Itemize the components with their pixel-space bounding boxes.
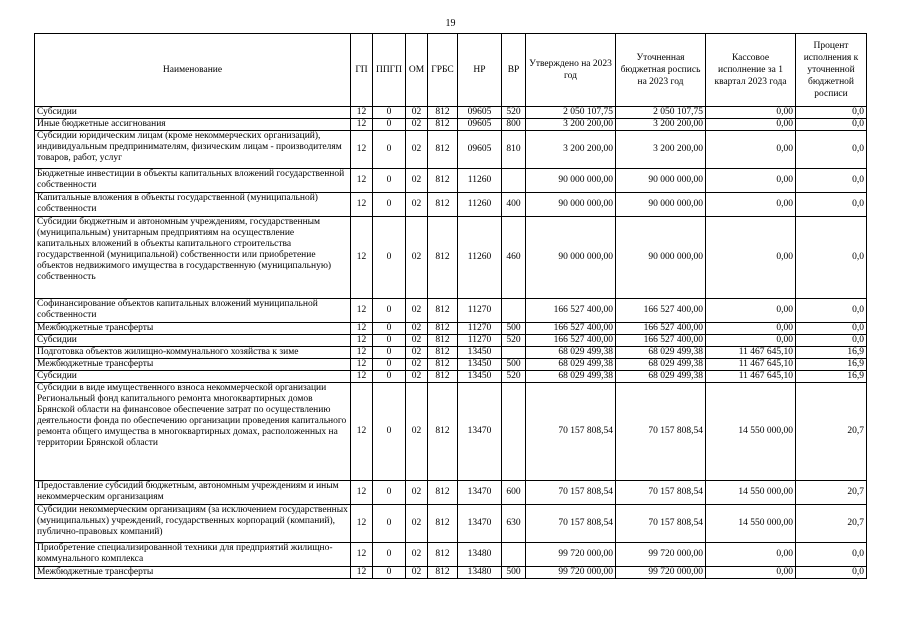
table-row — [35, 107, 867, 119]
cell-np: 13450 — [458, 347, 502, 359]
cell-cash: 11 467 645,10 — [706, 359, 796, 371]
cell-ppgp: 0 — [373, 567, 406, 579]
cell-percent: 16,9 — [796, 371, 867, 383]
cell-approved: 68 029 499,38 — [526, 359, 616, 371]
table-row — [35, 323, 867, 335]
cell-gp: 12 — [351, 217, 373, 299]
cell-refined: 3 200 200,00 — [616, 119, 706, 131]
cell-vr: 500 — [502, 567, 526, 579]
cell-om: 02 — [406, 323, 428, 335]
header-grbs: ГРБС — [428, 34, 458, 107]
cell-gp: 12 — [351, 131, 373, 169]
cell-vr — [502, 383, 526, 481]
cell-approved: 70 157 808,54 — [526, 481, 616, 505]
cell-percent: 0,0 — [796, 217, 867, 299]
cell-ppgp: 0 — [373, 481, 406, 505]
cell-grbs: 812 — [428, 383, 458, 481]
cell-om: 02 — [406, 383, 428, 481]
cell-cash: 0,00 — [706, 169, 796, 193]
cell-percent: 20,7 — [796, 383, 867, 481]
header-cash: Кассовое исполнение за 1 квартал 2023 года — [706, 34, 796, 107]
cell-percent: 0,0 — [796, 107, 867, 119]
cell-om: 02 — [406, 217, 428, 299]
cell-approved: 166 527 400,00 — [526, 335, 616, 347]
cell-vr: 630 — [502, 505, 526, 543]
table-header-row — [35, 34, 867, 107]
header-gp: ГП — [351, 34, 373, 107]
cell-percent: 16,9 — [796, 359, 867, 371]
cell-np: 11260 — [458, 217, 502, 299]
cell-gp: 12 — [351, 481, 373, 505]
header-om: ОМ — [406, 34, 428, 107]
cell-cash: 11 467 645,10 — [706, 371, 796, 383]
cell-percent: 20,7 — [796, 481, 867, 505]
cell-cash: 0,00 — [706, 107, 796, 119]
cell-name: Приобретение специализированной техники для предприятий жилищно-коммунального комплекса — [35, 543, 351, 567]
table-row — [35, 131, 867, 169]
cell-approved: 3 200 200,00 — [526, 119, 616, 131]
cell-refined: 70 157 808,54 — [616, 383, 706, 481]
cell-name: Иные бюджетные ассигнования — [35, 119, 351, 131]
cell-approved: 2 050 107,75 — [526, 107, 616, 119]
cell-name: Субсидии юридическим лицам (кроме некоммерческих организаций), индивидуальным предпринимателям, физическим лицам - производителям товаров, работ, услуг — [35, 131, 351, 169]
cell-approved: 90 000 000,00 — [526, 217, 616, 299]
cell-grbs: 812 — [428, 107, 458, 119]
table-row — [35, 505, 867, 543]
cell-gp: 12 — [351, 383, 373, 481]
cell-np: 09605 — [458, 131, 502, 169]
cell-name: Субсидии — [35, 335, 351, 347]
cell-name: Субсидии некоммерческим организациям (за исключением государственных (муниципальных) учреждений, государственных корпораций (компаний), публично-правовых компаний) — [35, 505, 351, 543]
cell-name: Капитальные вложения в объекты государственной (муниципальной) собственности — [35, 193, 351, 217]
cell-grbs: 812 — [428, 217, 458, 299]
cell-om: 02 — [406, 359, 428, 371]
table-row — [35, 371, 867, 383]
header-percent: Процент исполнения к уточненной бюджетной росписи — [796, 34, 867, 107]
cell-om: 02 — [406, 193, 428, 217]
cell-np: 11270 — [458, 299, 502, 323]
cell-vr — [502, 299, 526, 323]
table-row — [35, 359, 867, 371]
cell-gp: 12 — [351, 371, 373, 383]
header-ppgp: ППГП — [373, 34, 406, 107]
cell-percent: 0,0 — [796, 169, 867, 193]
cell-approved: 70 157 808,54 — [526, 505, 616, 543]
cell-refined: 2 050 107,75 — [616, 107, 706, 119]
cell-grbs: 812 — [428, 543, 458, 567]
cell-gp: 12 — [351, 505, 373, 543]
cell-ppgp: 0 — [373, 131, 406, 169]
cell-name: Межбюджетные трансферты — [35, 567, 351, 579]
cell-refined: 99 720 000,00 — [616, 567, 706, 579]
cell-approved: 99 720 000,00 — [526, 543, 616, 567]
cell-name: Подготовка объектов жилищно-коммунального хозяйства к зиме — [35, 347, 351, 359]
table-row — [35, 481, 867, 505]
cell-grbs: 812 — [428, 131, 458, 169]
cell-om: 02 — [406, 107, 428, 119]
cell-refined: 90 000 000,00 — [616, 193, 706, 217]
cell-approved: 166 527 400,00 — [526, 323, 616, 335]
cell-approved: 99 720 000,00 — [526, 567, 616, 579]
cell-percent: 0,0 — [796, 543, 867, 567]
table-row — [35, 299, 867, 323]
cell-om: 02 — [406, 371, 428, 383]
cell-cash: 0,00 — [706, 543, 796, 567]
cell-refined: 166 527 400,00 — [616, 299, 706, 323]
cell-vr — [502, 169, 526, 193]
cell-gp: 12 — [351, 107, 373, 119]
cell-grbs: 812 — [428, 371, 458, 383]
cell-np: 13450 — [458, 371, 502, 383]
table-row — [35, 383, 867, 481]
cell-om: 02 — [406, 299, 428, 323]
cell-refined: 90 000 000,00 — [616, 217, 706, 299]
header-refined: Уточненная бюджетная роспись на 2023 год — [616, 34, 706, 107]
cell-np: 11270 — [458, 323, 502, 335]
cell-gp: 12 — [351, 347, 373, 359]
cell-name: Субсидии — [35, 371, 351, 383]
cell-refined: 166 527 400,00 — [616, 323, 706, 335]
cell-om: 02 — [406, 481, 428, 505]
cell-percent: 0,0 — [796, 119, 867, 131]
cell-vr: 520 — [502, 107, 526, 119]
cell-grbs: 812 — [428, 299, 458, 323]
cell-grbs: 812 — [428, 359, 458, 371]
cell-percent: 0,0 — [796, 299, 867, 323]
cell-percent: 0,0 — [796, 131, 867, 169]
cell-refined: 90 000 000,00 — [616, 169, 706, 193]
cell-vr: 800 — [502, 119, 526, 131]
cell-np: 13480 — [458, 567, 502, 579]
cell-name: Бюджетные инвестиции в объекты капитальных вложений государственной собственности — [35, 169, 351, 193]
cell-np: 09605 — [458, 107, 502, 119]
cell-vr: 520 — [502, 371, 526, 383]
cell-ppgp: 0 — [373, 299, 406, 323]
cell-ppgp: 0 — [373, 359, 406, 371]
cell-grbs: 812 — [428, 481, 458, 505]
cell-name: Софинансирование объектов капитальных вложений муниципальной собственности — [35, 299, 351, 323]
cell-gp: 12 — [351, 119, 373, 131]
cell-grbs: 812 — [428, 505, 458, 543]
cell-cash: 0,00 — [706, 217, 796, 299]
cell-gp: 12 — [351, 359, 373, 371]
cell-np: 13470 — [458, 505, 502, 543]
cell-gp: 12 — [351, 193, 373, 217]
cell-gp: 12 — [351, 543, 373, 567]
header-np: НР — [458, 34, 502, 107]
cell-percent: 0,0 — [796, 323, 867, 335]
cell-cash: 11 467 645,10 — [706, 347, 796, 359]
cell-percent: 0,0 — [796, 335, 867, 347]
cell-name: Предоставление субсидий бюджетным, автономным учреждениям и иным некоммерческим организациям — [35, 481, 351, 505]
cell-om: 02 — [406, 335, 428, 347]
cell-name: Субсидии — [35, 107, 351, 119]
cell-om: 02 — [406, 169, 428, 193]
cell-np: 13480 — [458, 543, 502, 567]
table-row — [35, 567, 867, 579]
cell-grbs: 812 — [428, 169, 458, 193]
header-name: Наименование — [35, 34, 351, 107]
cell-percent: 0,0 — [796, 193, 867, 217]
cell-np: 09605 — [458, 119, 502, 131]
cell-om: 02 — [406, 505, 428, 543]
cell-cash: 14 550 000,00 — [706, 481, 796, 505]
table-row — [35, 335, 867, 347]
cell-refined: 166 527 400,00 — [616, 335, 706, 347]
header-vr: ВР — [502, 34, 526, 107]
table-row — [35, 169, 867, 193]
cell-ppgp: 0 — [373, 543, 406, 567]
cell-grbs: 812 — [428, 567, 458, 579]
cell-refined: 3 200 200,00 — [616, 131, 706, 169]
cell-np: 13470 — [458, 383, 502, 481]
cell-vr — [502, 543, 526, 567]
cell-refined: 68 029 499,38 — [616, 359, 706, 371]
cell-ppgp: 0 — [373, 323, 406, 335]
cell-percent: 16,9 — [796, 347, 867, 359]
cell-np: 13450 — [458, 359, 502, 371]
cell-cash: 0,00 — [706, 119, 796, 131]
cell-grbs: 812 — [428, 323, 458, 335]
cell-om: 02 — [406, 567, 428, 579]
cell-approved: 68 029 499,38 — [526, 347, 616, 359]
cell-approved: 70 157 808,54 — [526, 383, 616, 481]
cell-om: 02 — [406, 347, 428, 359]
cell-gp: 12 — [351, 299, 373, 323]
table-row — [35, 119, 867, 131]
cell-name: Субсидии в виде имущественного взноса некоммерческой организации Региональный фонд капитального ремонта многоквартирных домов Брянской области на финансовое обеспечение затрат по осуществлению деятельности фонда по обеспечению организации проведения капитального ремонта общего имущества в многоквартирных домах, расположенных на территории Брянской области — [35, 383, 351, 481]
cell-ppgp: 0 — [373, 169, 406, 193]
cell-gp: 12 — [351, 169, 373, 193]
cell-cash: 14 550 000,00 — [706, 505, 796, 543]
cell-vr: 500 — [502, 359, 526, 371]
cell-np: 11260 — [458, 169, 502, 193]
cell-grbs: 812 — [428, 193, 458, 217]
cell-ppgp: 0 — [373, 347, 406, 359]
cell-percent: 0,0 — [796, 567, 867, 579]
cell-cash: 0,00 — [706, 299, 796, 323]
table-row — [35, 217, 867, 299]
cell-ppgp: 0 — [373, 107, 406, 119]
cell-ppgp: 0 — [373, 505, 406, 543]
cell-om: 02 — [406, 543, 428, 567]
cell-vr: 400 — [502, 193, 526, 217]
cell-name: Субсидии бюджетным и автономным учреждениям, государственным (муниципальным) унитарным предприятиям на осуществление капитальных вложений в объекты капитального строительства государственной (муниципальной) собственности или приобретение объектов недвижимого имущества в государственную (муниципальную) собственность — [35, 217, 351, 299]
cell-np: 13470 — [458, 481, 502, 505]
cell-cash: 14 550 000,00 — [706, 383, 796, 481]
cell-cash: 0,00 — [706, 131, 796, 169]
cell-refined: 99 720 000,00 — [616, 543, 706, 567]
cell-ppgp: 0 — [373, 119, 406, 131]
header-approved: Утверждено на 2023 год — [526, 34, 616, 107]
table-body — [35, 107, 867, 579]
cell-gp: 12 — [351, 335, 373, 347]
cell-cash: 0,00 — [706, 193, 796, 217]
cell-refined: 70 157 808,54 — [616, 481, 706, 505]
cell-approved: 68 029 499,38 — [526, 371, 616, 383]
cell-grbs: 812 — [428, 347, 458, 359]
cell-vr: 810 — [502, 131, 526, 169]
cell-percent: 20,7 — [796, 505, 867, 543]
cell-grbs: 812 — [428, 335, 458, 347]
cell-np: 11260 — [458, 193, 502, 217]
cell-om: 02 — [406, 119, 428, 131]
page-number: 19 — [445, 18, 456, 29]
cell-cash: 0,00 — [706, 335, 796, 347]
cell-name: Межбюджетные трансферты — [35, 323, 351, 335]
cell-cash: 0,00 — [706, 567, 796, 579]
table-row — [35, 543, 867, 567]
cell-approved: 90 000 000,00 — [526, 193, 616, 217]
cell-vr: 520 — [502, 335, 526, 347]
cell-vr: 500 — [502, 323, 526, 335]
cell-cash: 0,00 — [706, 323, 796, 335]
cell-ppgp: 0 — [373, 217, 406, 299]
cell-ppgp: 0 — [373, 335, 406, 347]
cell-ppgp: 0 — [373, 383, 406, 481]
cell-refined: 68 029 499,38 — [616, 347, 706, 359]
table-row — [35, 347, 867, 359]
cell-ppgp: 0 — [373, 371, 406, 383]
cell-grbs: 812 — [428, 119, 458, 131]
cell-refined: 70 157 808,54 — [616, 505, 706, 543]
cell-vr — [502, 347, 526, 359]
cell-vr: 460 — [502, 217, 526, 299]
cell-approved: 3 200 200,00 — [526, 131, 616, 169]
cell-approved: 90 000 000,00 — [526, 169, 616, 193]
cell-refined: 68 029 499,38 — [616, 371, 706, 383]
cell-gp: 12 — [351, 323, 373, 335]
cell-name: Межбюджетные трансферты — [35, 359, 351, 371]
budget-execution-table — [34, 33, 867, 579]
cell-approved: 166 527 400,00 — [526, 299, 616, 323]
cell-vr: 600 — [502, 481, 526, 505]
cell-om: 02 — [406, 131, 428, 169]
cell-gp: 12 — [351, 567, 373, 579]
cell-np: 11270 — [458, 335, 502, 347]
table-row — [35, 193, 867, 217]
cell-ppgp: 0 — [373, 193, 406, 217]
